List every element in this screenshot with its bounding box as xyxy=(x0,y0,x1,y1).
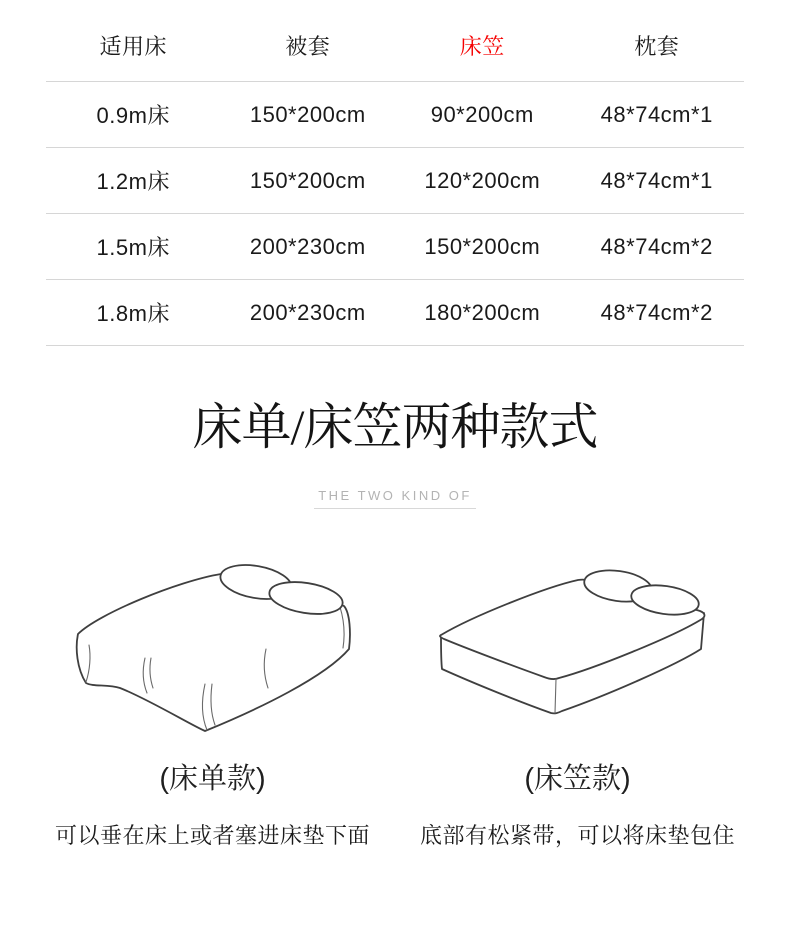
cell-fitted-size: 90*200cm xyxy=(430,101,534,127)
cell-bed-size: 1.5m床 xyxy=(96,235,170,260)
cell-bed-size: 1.8m床 xyxy=(96,301,170,326)
size-table xyxy=(46,10,744,346)
style-desc-flat-sheet: 可以垂在床上或者塞进床垫下面 xyxy=(54,823,370,848)
style-desc-fitted-sheet: 底部有松紧带，可以将床垫包住 xyxy=(419,823,735,848)
cell-pillow-size: 48*74cm*2 xyxy=(600,233,713,259)
style-fitted-sheet xyxy=(395,557,760,850)
cell-duvet-size: 150*200cm xyxy=(249,101,366,127)
styles-comparison xyxy=(0,557,790,850)
table-row xyxy=(46,280,744,346)
cell-fitted-size: 150*200cm xyxy=(424,233,541,259)
style-flat-sheet xyxy=(30,557,395,850)
section-subtitle: THE TWO KIND OF xyxy=(314,488,476,509)
cell-duvet-size: 200*230cm xyxy=(249,233,366,259)
cell-duvet-size: 150*200cm xyxy=(249,167,366,193)
cell-pillow-size: 48*74cm*1 xyxy=(600,101,713,127)
cell-duvet-size: 200*230cm xyxy=(249,299,366,325)
header-applicable-bed: 适用床 xyxy=(99,34,167,59)
section-header xyxy=(0,400,790,509)
size-table-header-row xyxy=(46,10,744,82)
flat-sheet-bed-illustration xyxy=(63,557,363,752)
header-fitted-sheet: 床笠 xyxy=(459,34,505,59)
table-row xyxy=(46,82,744,148)
cell-bed-size: 0.9m床 xyxy=(96,103,170,128)
header-pillowcase: 枕套 xyxy=(634,34,680,59)
table-row xyxy=(46,148,744,214)
cell-fitted-size: 180*200cm xyxy=(424,299,541,325)
cell-pillow-size: 48*74cm*1 xyxy=(600,167,713,193)
cell-pillow-size: 48*74cm*2 xyxy=(600,299,713,325)
style-label-flat-sheet: (床单款) xyxy=(159,763,266,795)
style-label-fitted-sheet: (床笠款) xyxy=(524,763,631,795)
section-title: 床单/床笠两种款式 xyxy=(192,399,598,455)
fitted-sheet-mattress-illustration xyxy=(428,557,728,752)
table-row xyxy=(46,214,744,280)
cell-fitted-size: 120*200cm xyxy=(424,167,541,193)
cell-bed-size: 1.2m床 xyxy=(96,169,170,194)
header-duvet-cover: 被套 xyxy=(285,34,331,59)
